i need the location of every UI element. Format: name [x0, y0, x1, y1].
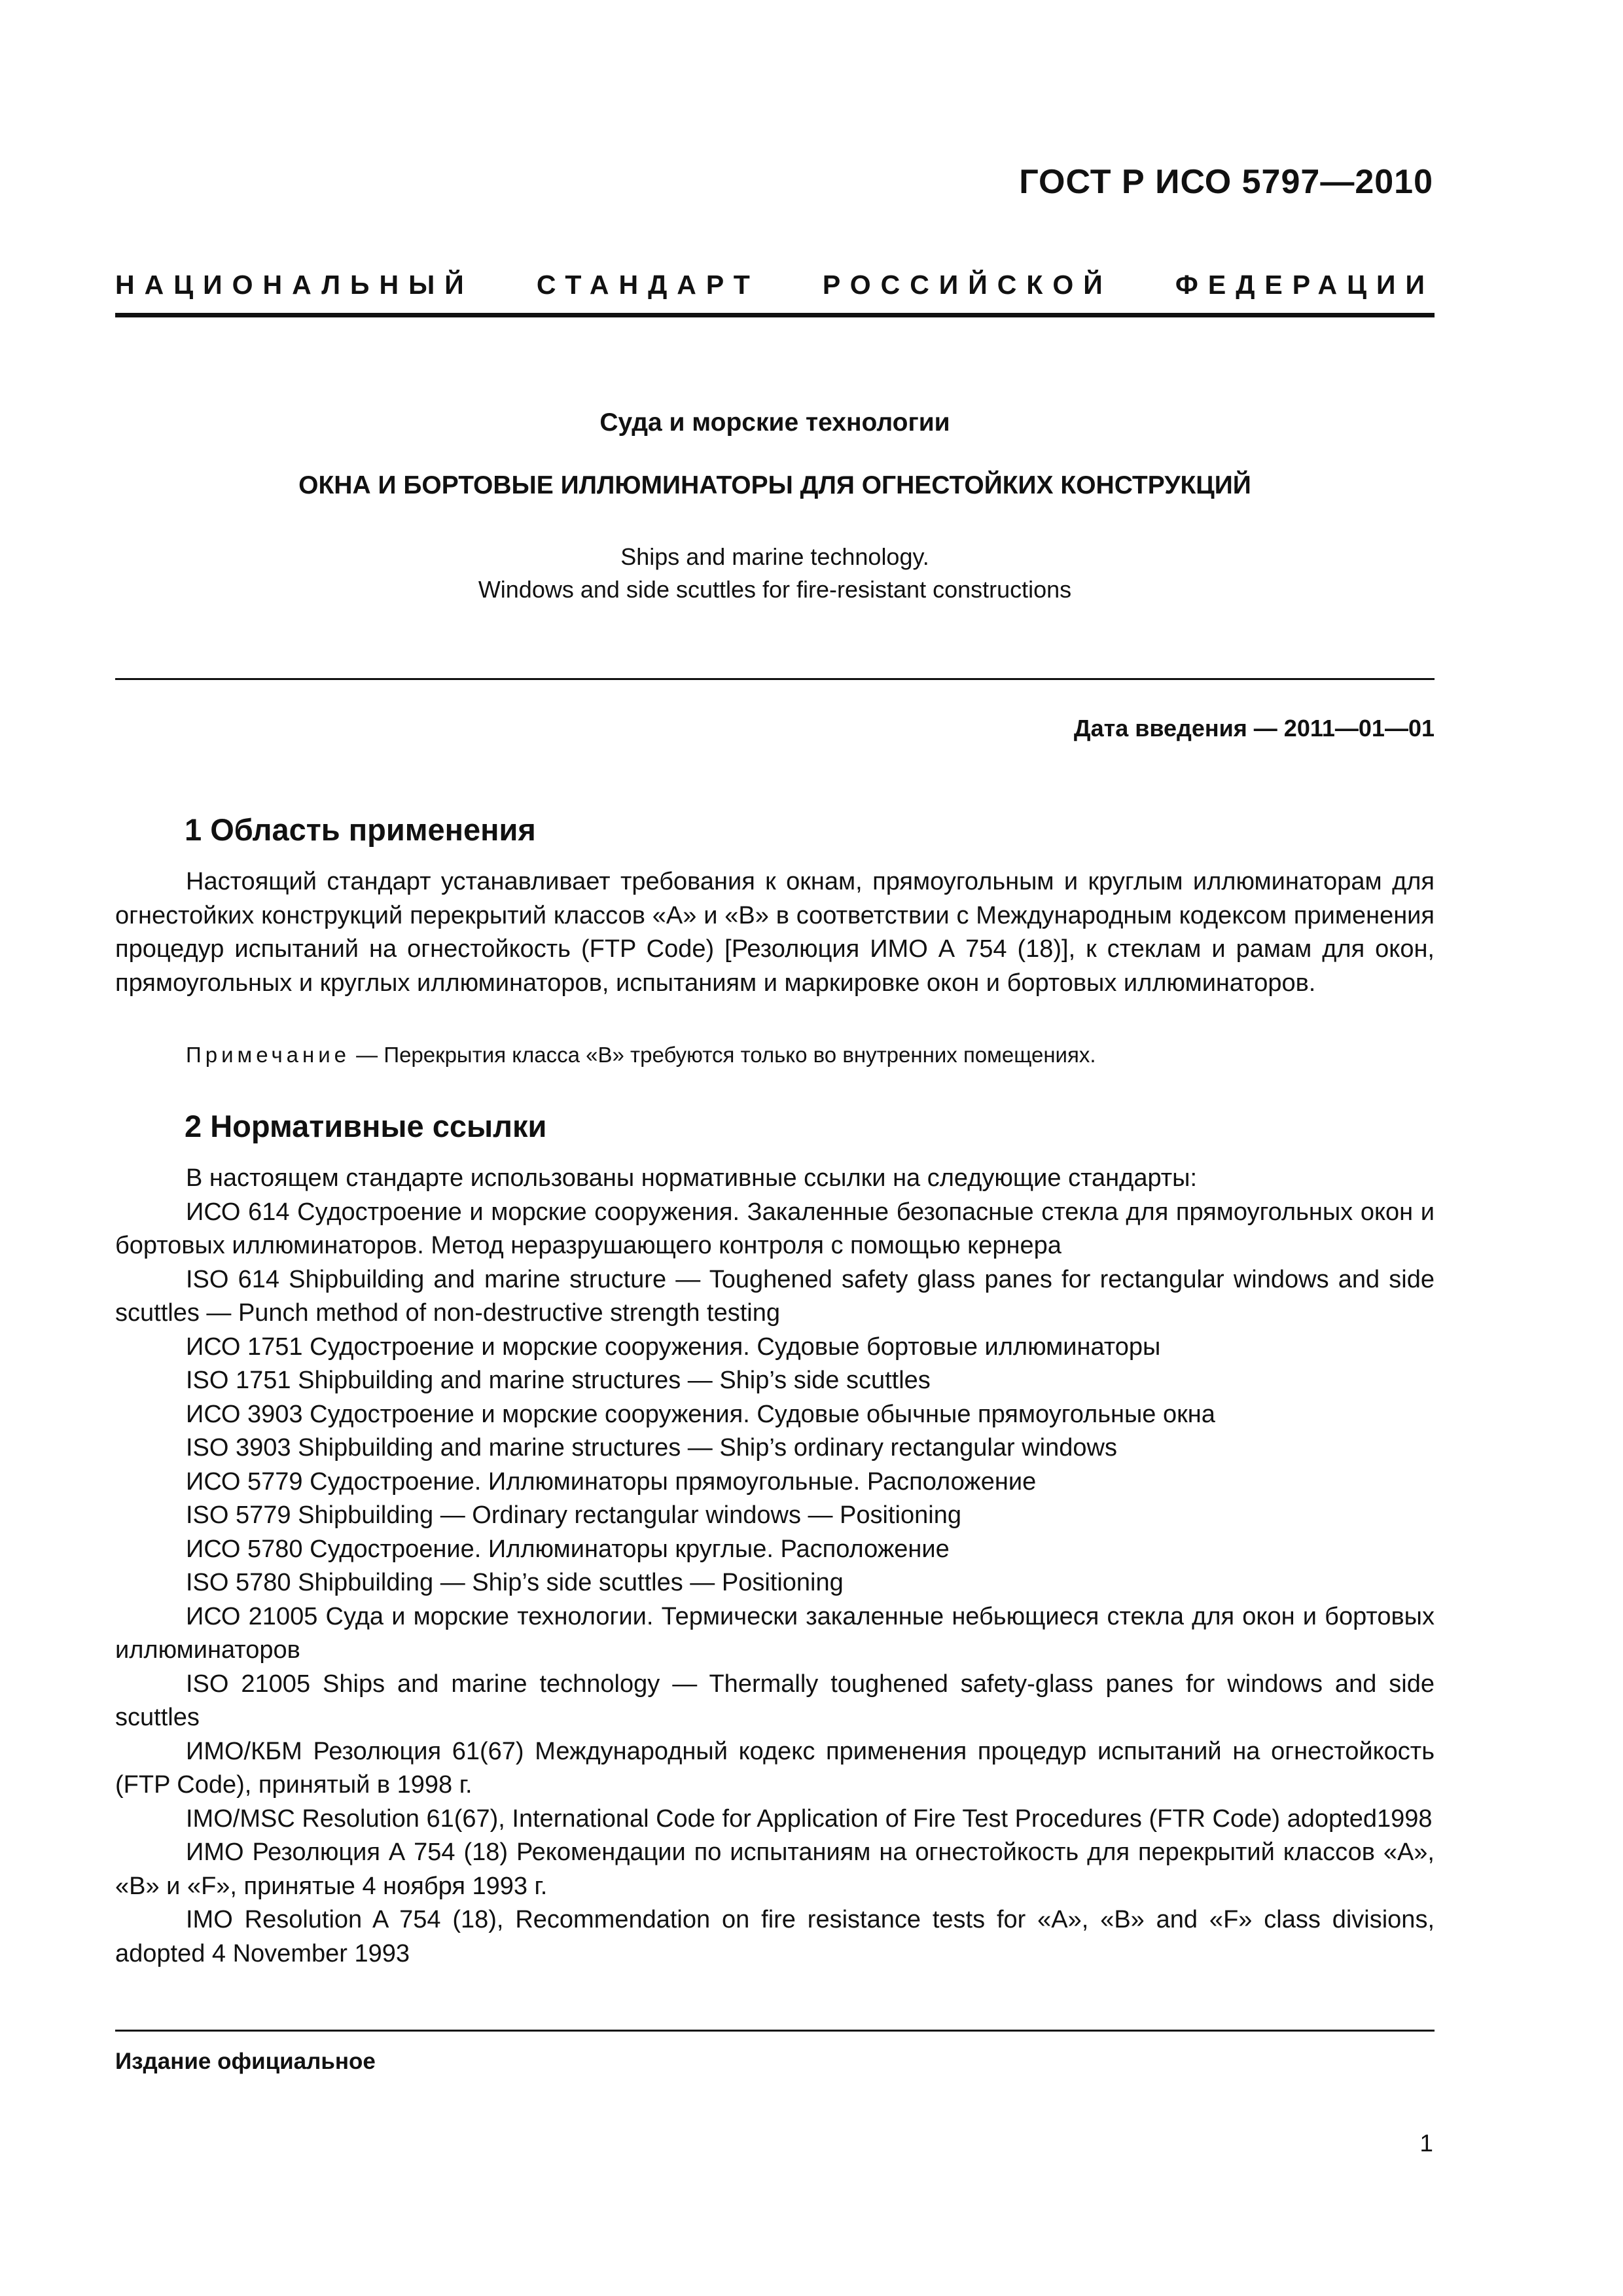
reference-item: ISO 614 Shipbuilding and marine structure — Toughened safety glass panes for rectangular windows and side scuttles — Punch method of non-destructive strength testing [115, 1265, 1435, 1327]
national-standard-title: НАЦИОНАЛЬНЫЙ СТАНДАРТ РОССИЙСКОЙ ФЕДЕРАЦИИ [115, 270, 1435, 300]
note-label: Примечание [186, 1043, 351, 1067]
section-1-heading: 1 Область применения [185, 812, 536, 847]
reference-item: ИСО 5779 Судостроение. Иллюминаторы прямоугольные. Расположение [186, 1467, 1037, 1496]
reference-item: ИСО 1751 Судостроение и морские сооружения. Судовые бортовые иллюминаторы [186, 1333, 1161, 1361]
reference-item: ИМО Резолюция А 754 (18) Рекомендации по испытаниям на огнестойкость для перекрытий классов «А», «В» и «F», принятые 4 ноября 1993 г. [115, 1839, 1435, 1900]
scope-paragraph: Настоящий стандарт устанавливает требования к окнам, прямоугольным и круглым иллюминаторам для огнестойких конструкций перекрытий классов «А» и «В» в соответствии с Международным кодексом применения процедур испытаний на огнестойкость (FTP Code) [Резолюция ИМО А 754 (18)], к стеклам и рамам для окон, прямоугольных и круглых иллюминаторов, испытаниям и маркировке окон и бортовых иллюминаторов. [115, 868, 1435, 997]
english-title [115, 541, 1435, 606]
reference-item: В настоящем стандарте использованы нормативные ссылки на следующие стандарты: [186, 1164, 1198, 1192]
section-1-body [115, 865, 1435, 1000]
document-code: ГОСТ Р ИСО 5797—2010 [1019, 163, 1433, 201]
note [186, 1043, 1096, 1067]
main-title: ОКНА И БОРТОВЫЕ ИЛЛЮМИНАТОРЫ ДЛЯ ОГНЕСТОЙКИХ КОНСТРУКЦИЙ [298, 471, 1251, 499]
edition-label: Издание официальное [115, 2049, 376, 2074]
english-title-line-1: Ships and marine technology. [620, 543, 929, 570]
page-number: 1 [1419, 2130, 1433, 2157]
header-rule [115, 313, 1435, 317]
references-list [115, 1162, 1435, 1971]
reference-item: IMO Resolution A 754 (18), Recommendation on fire resistance tests for «A», «B» and «F» class divisions, adopted 4 November 1993 [115, 1906, 1435, 1967]
english-title-line-2: Windows and side scuttles for fire-resistant constructions [478, 576, 1072, 603]
title-divider [115, 678, 1435, 680]
reference-item: ISO 21005 Ships and marine technology — Thermally toughened safety-glass panes for windows and side scuttles [115, 1670, 1435, 1731]
reference-item: ИСО 614 Судостроение и морские сооружения. Закаленные безопасные стекла для прямоугольных окон и бортовых иллюминаторов. Метод неразрушающего контроля с помощью кернера [115, 1198, 1435, 1259]
reference-item: ИМО/КБМ Резолюция 61(67) Международный кодекс применения процедур испытаний на огнестойкость (FTP Code), принятый в 1998 г. [115, 1737, 1435, 1799]
reference-item: ISO 3903 Shipbuilding and marine structures — Ship’s ordinary rectangular windows [186, 1434, 1117, 1462]
reference-item: ISO 1751 Shipbuilding and marine structures — Ship’s side scuttles [186, 1367, 931, 1394]
note-text: — Перекрытия класса «В» требуются только во внутренних помещениях. [350, 1043, 1096, 1067]
introduction-date: Дата введения — 2011—01—01 [1073, 715, 1435, 742]
reference-item: ИСО 21005 Суда и морские технологии. Термически закаленные небьющиеся стекла для окон и бортовых иллюминаторов [115, 1602, 1435, 1664]
reference-item: IMO/MSC Resolution 61(67), International Code for Application of Fire Test Procedures (FTR Code) adopted1998 [186, 1804, 1433, 1833]
section-2-heading: 2 Нормативные ссылки [185, 1109, 547, 1143]
subject-line: Суда и морские технологии [599, 408, 950, 437]
reference-item: ISO 5779 Shipbuilding — Ordinary rectangular windows — Positioning [186, 1501, 961, 1529]
reference-item: ISO 5780 Shipbuilding — Ship’s side scuttles — Positioning [186, 1569, 844, 1596]
reference-item: ИСО 3903 Судостроение и морские сооружения. Судовые обычные прямоугольные окна [186, 1400, 1215, 1428]
footer-rule [115, 2030, 1435, 2032]
reference-item: ИСО 5780 Судостроение. Иллюминаторы круглые. Расположение [186, 1535, 950, 1563]
